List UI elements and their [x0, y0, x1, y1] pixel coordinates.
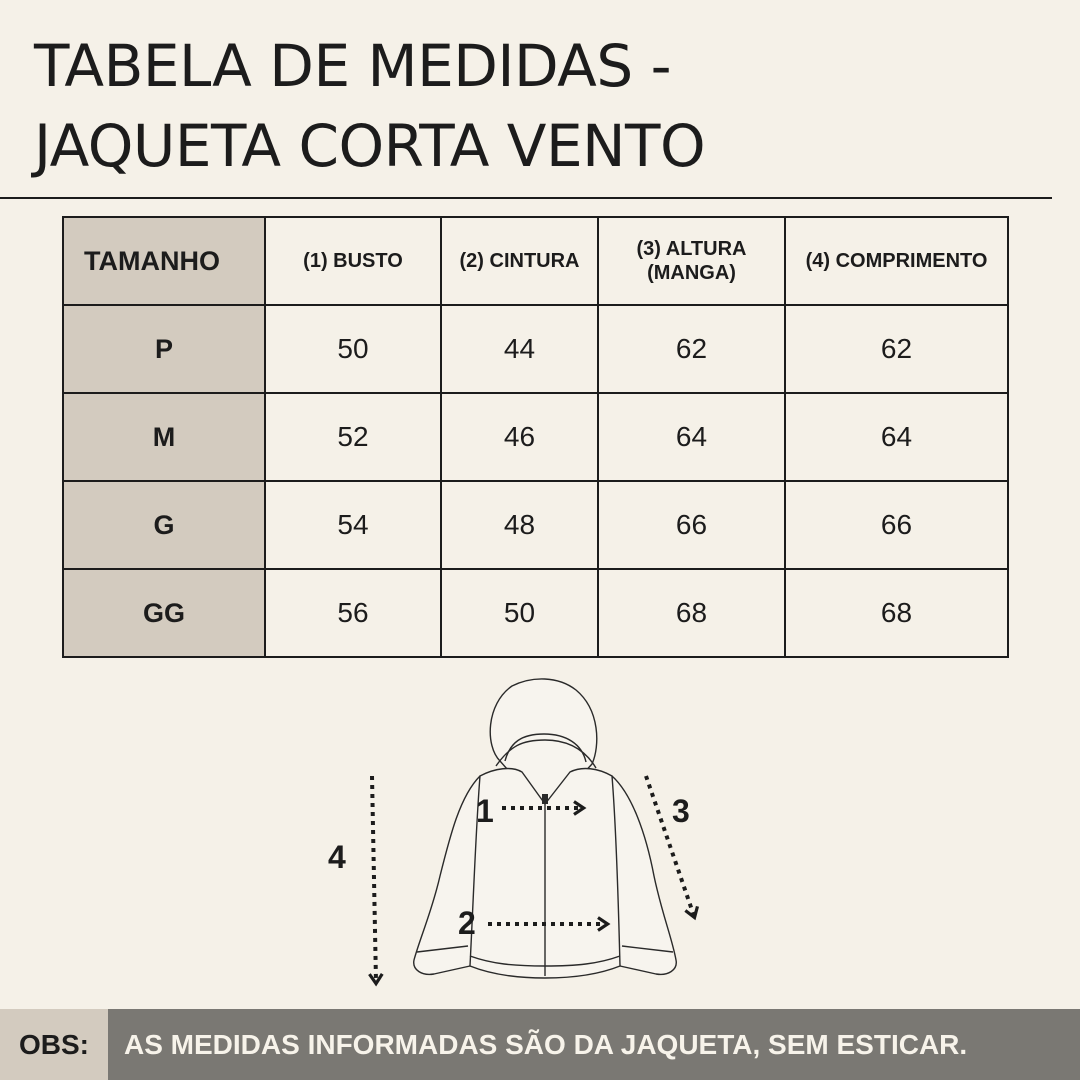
size-table-header-row [63, 217, 1008, 305]
bust-label: 1 [476, 793, 494, 829]
page-title-line-1: TABELA DE MEDIDAS - [34, 32, 671, 100]
sleeve-label: 3 [672, 793, 690, 829]
page-title [34, 26, 705, 186]
length-value: 68 [785, 569, 1008, 657]
page-title-line-2: JAQUETA CORTA VENTO [34, 112, 706, 180]
bust-value: 56 [265, 569, 441, 657]
length-value: 64 [785, 393, 1008, 481]
size-cell: P [63, 305, 265, 393]
header-bust: (1) BUSTO [265, 217, 441, 305]
waist-value: 50 [441, 569, 598, 657]
waist-value: 44 [441, 305, 598, 393]
waist-value: 46 [441, 393, 598, 481]
sleeve-value: 64 [598, 393, 785, 481]
jacket-illustration [414, 679, 677, 978]
jacket-measurement-diagram [300, 676, 740, 1006]
sleeve-value: 68 [598, 569, 785, 657]
note-text: AS MEDIDAS INFORMADAS SÃO DA JAQUETA, SEM ESTICAR. [108, 1009, 1080, 1080]
header-size: TAMANHO [63, 217, 265, 305]
note-bar [0, 1009, 1080, 1080]
size-cell: G [63, 481, 265, 569]
size-cell: M [63, 393, 265, 481]
table-row [63, 393, 1008, 481]
length-arrow [372, 776, 376, 982]
waist-label: 2 [458, 905, 476, 941]
title-divider [0, 197, 1052, 199]
length-label: 4 [328, 839, 346, 875]
table-row [63, 569, 1008, 657]
bust-value: 50 [265, 305, 441, 393]
header-waist: (2) CINTURA [441, 217, 598, 305]
waist-value: 48 [441, 481, 598, 569]
table-row [63, 481, 1008, 569]
note-label: OBS: [0, 1009, 108, 1080]
sleeve-value: 66 [598, 481, 785, 569]
length-value: 62 [785, 305, 1008, 393]
table-row [63, 305, 1008, 393]
size-cell: GG [63, 569, 265, 657]
header-length: (4) COMPRIMENTO [785, 217, 1008, 305]
bust-value: 52 [265, 393, 441, 481]
size-table [62, 216, 1009, 658]
sleeve-value: 62 [598, 305, 785, 393]
header-sleeve-height: (3) ALTURA (MANGA) [598, 217, 785, 305]
length-value: 66 [785, 481, 1008, 569]
bust-value: 54 [265, 481, 441, 569]
